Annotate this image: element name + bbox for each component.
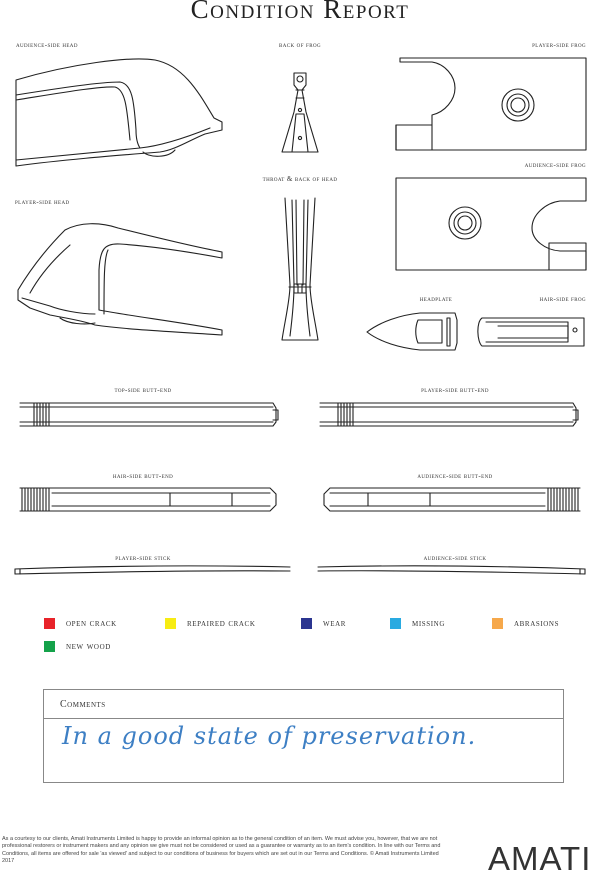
label-player-side-butt-end: player-side butt-end — [421, 386, 489, 394]
legend-item-open-crack — [44, 618, 117, 629]
legend-swatch — [44, 641, 55, 652]
hair-side-butt-end-drawing — [20, 488, 276, 511]
headplate-drawing — [367, 313, 457, 350]
player-side-stick-drawing — [15, 566, 290, 574]
player-side-butt-end-drawing — [320, 403, 578, 426]
legend-item-abrasions — [492, 618, 559, 629]
label-top-side-butt-end: top-side butt-end — [114, 386, 172, 394]
label-audience-side-head: audience-side head — [16, 41, 78, 49]
top-side-butt-end-drawing — [20, 403, 278, 426]
legend-label: repaired crack — [187, 618, 256, 629]
legend-swatch — [44, 618, 55, 629]
comments-title: Comments — [60, 699, 106, 710]
label-throat-back-of-head: throat & back of head — [262, 175, 338, 183]
label-player-side-head: player-side head — [15, 198, 70, 206]
legend-item-wear — [301, 618, 346, 629]
label-player-side-stick: player-side stick — [115, 554, 171, 562]
label-headplate: headplate — [419, 295, 453, 303]
legend-item-missing — [390, 618, 445, 629]
audience-side-butt-end-drawing — [324, 488, 580, 511]
label-back-of-frog: back of frog — [279, 41, 321, 49]
label-audience-side-frog: audience-side frog — [524, 161, 586, 169]
legend-swatch — [492, 618, 503, 629]
label-hair-side-butt-end: hair-side butt-end — [112, 472, 174, 480]
legend-label: missing — [412, 618, 445, 629]
player-side-frog-drawing — [396, 58, 586, 150]
comments-header — [44, 690, 563, 719]
audience-side-head-drawing — [16, 59, 222, 166]
disclaimer-text: As a courtesy to our clients, Amati Instruments Limited is happy to provide an informal opinion as to the general condition of an item. We must advise you, however, that we are not professional restorers or instrument makers and any opinion we give must not be considered or used as a guarantee or warranty as to an item's condition. In line with our Terms and Conditions, all items are offered for sale 'as viewed' and subject to our conditions of business for buyers which are set out in our Terms and Conditions. © Amati Instruments Limited 2017 — [2, 836, 441, 864]
hair-side-frog-drawing — [478, 318, 584, 346]
comments-text: In a good state of preservation. — [62, 722, 477, 750]
audience-side-stick-drawing — [318, 566, 585, 574]
legend-swatch — [390, 618, 401, 629]
page-title: Condition Report — [190, 0, 410, 24]
label-audience-side-butt-end: audience-side butt-end — [417, 472, 493, 480]
legend-item-new-wood — [44, 641, 111, 652]
amati-logo: AMATI — [488, 840, 592, 877]
label-player-side-frog: player-side frog — [532, 41, 586, 49]
legend-swatch — [301, 618, 312, 629]
label-audience-side-stick: audience-side stick — [423, 554, 487, 562]
throat-back-of-head-drawing — [282, 198, 318, 340]
audience-side-frog-drawing — [396, 178, 586, 270]
legend-swatch — [165, 618, 176, 629]
label-hair-side-frog: hair-side frog — [539, 295, 586, 303]
player-side-head-drawing — [18, 224, 222, 335]
legend-item-repaired-crack — [165, 618, 255, 629]
legend-label: abrasions — [514, 618, 560, 629]
back-of-frog-drawing — [282, 73, 318, 152]
legend-label: open crack — [66, 618, 117, 629]
legend-label: new wood — [66, 641, 111, 652]
legend-label: wear — [323, 618, 347, 629]
comments-box — [43, 689, 564, 783]
